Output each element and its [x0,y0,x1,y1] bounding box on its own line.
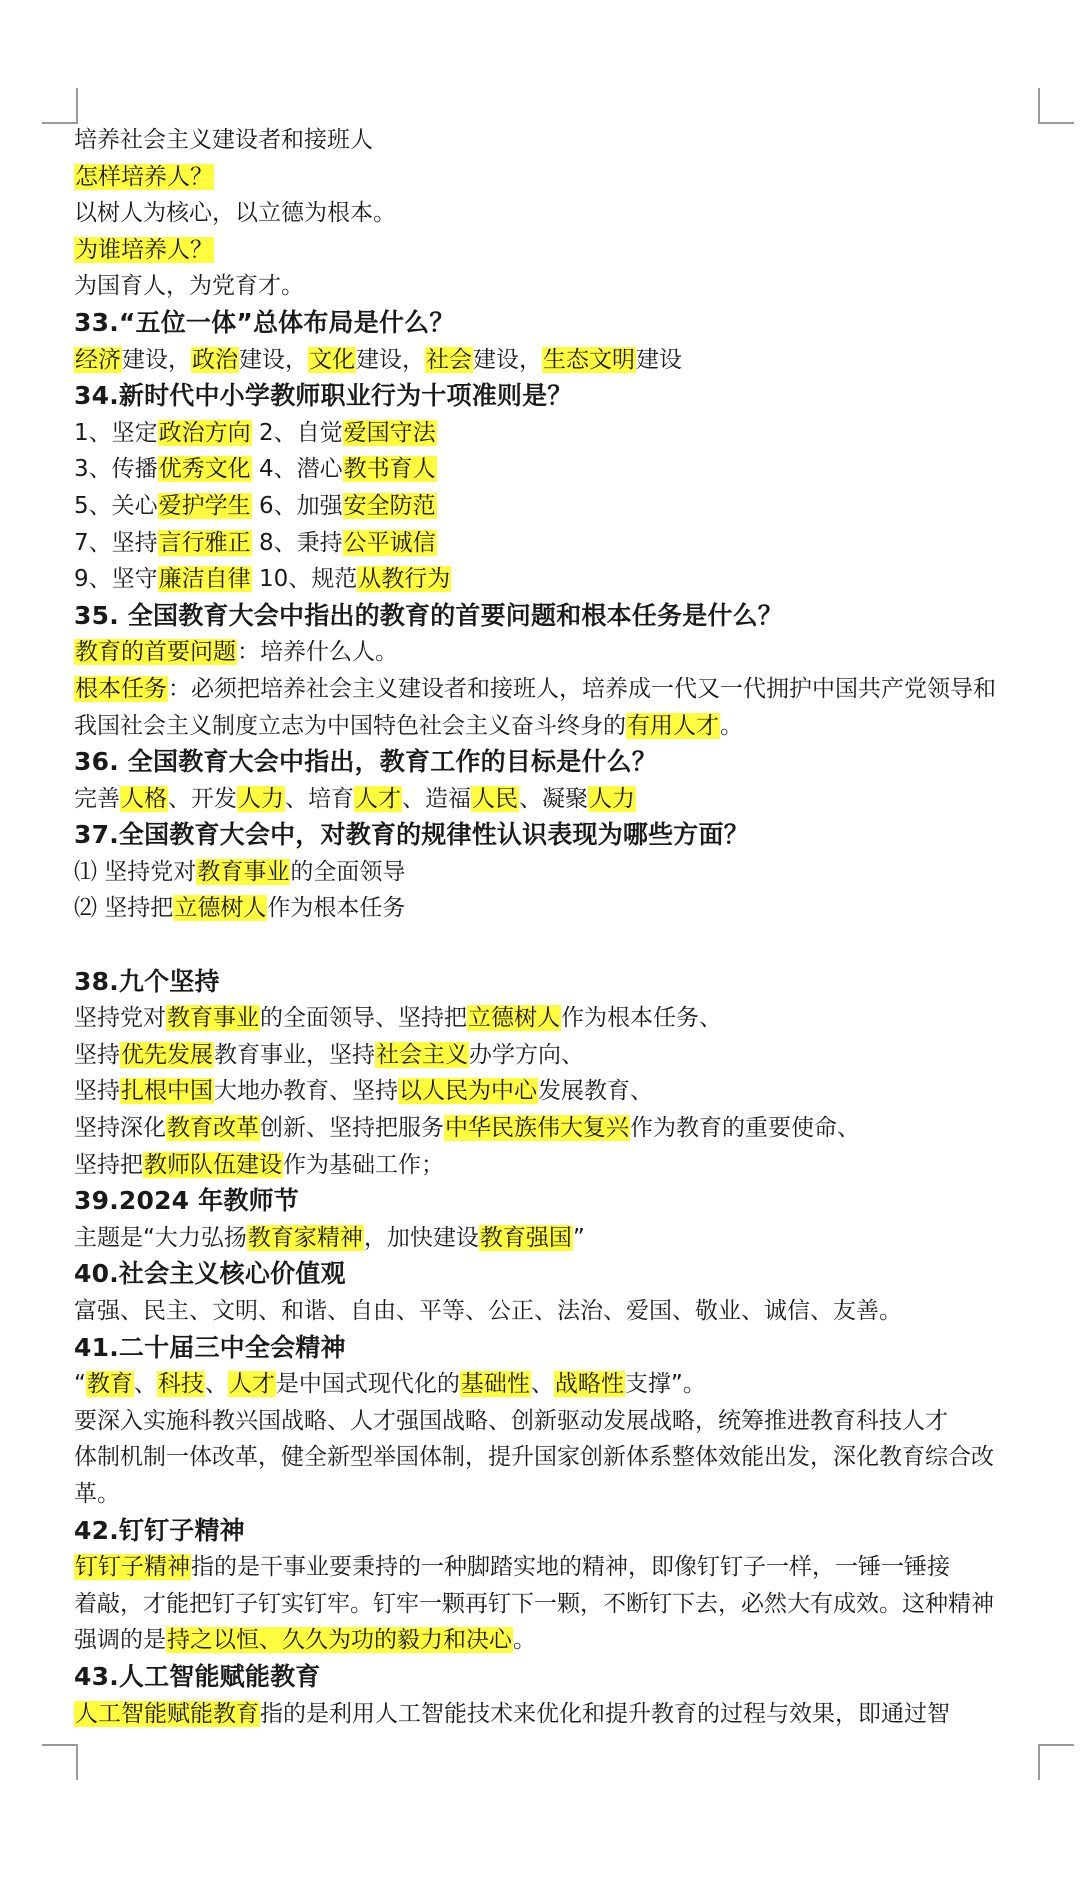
text-line [74,1293,1054,1330]
text-segment: 5、关心 [74,492,158,519]
text-segment: 支撑”。 [624,1371,706,1398]
text-segment: 坚持把 [74,1151,143,1178]
text-segment: 、开发 [168,785,237,812]
text-segment: 39.2024 年教师节 [74,1186,299,1216]
highlighted-text: 钉钉子精神 [75,1554,190,1581]
text-segment: 富强、民主、文明、和谐、自由、平等、公正、法治、爱国、敬业、诚信、友善。 [74,1298,902,1324]
text-segment: 42.钉钉子精神 [74,1515,245,1545]
text-segment: 、培育 [285,785,354,812]
text-line [74,1000,1054,1037]
text-segment: 指的是干事业要秉持的一种脚踏实地的精神，即像钉钉子一样，一锤一锤接 [191,1554,950,1581]
text-segment: 作为基础工作； [283,1151,444,1178]
text-line [74,634,1054,671]
section-heading [74,1659,1054,1696]
highlighted-text: 教师队伍建设 [144,1151,282,1178]
highlighted-text: 人才 [228,1371,275,1398]
text-segment: 要深入实施科教兴国战略、人才强国战略、创新驱动发展战略，统筹推进教育科技人才 [74,1407,948,1434]
highlighted-text: 人工智能赋能教育 [75,1700,259,1727]
highlighted-text: 立德树人 [468,1005,560,1032]
blank-line [74,927,1054,964]
section-heading [74,598,1054,635]
text-line [74,195,1054,232]
text-segment: 建设， [122,346,191,373]
text-segment: 是中国式现代化的 [275,1371,460,1398]
highlighted-text: 教育事业 [197,858,290,885]
text-segment: 革。 [74,1480,120,1507]
text-segment: 、 [530,1371,554,1398]
highlighted-text: 教育家精神 [247,1224,363,1251]
text-segment: ：必须把培养社会主义建设者和接班人，培养成一代又一代拥护中国共产党领导和 [168,675,996,702]
text-segment: 以树人为核心，以立德为根本。 [74,200,396,227]
text-segment: 7、坚持 [74,529,158,556]
text-line [74,1696,1054,1733]
text-line [74,854,1054,891]
text-line [74,415,1054,452]
crop-mark-bottom-right [1038,1744,1074,1780]
highlighted-text: 教育改革 [167,1115,259,1142]
text-segment: 作为根本任务 [267,895,406,922]
text-segment: 为国育人，为党育才。 [74,273,304,300]
text-segment: 坚持 [74,1041,120,1068]
highlighted-text: 廉洁自律 [158,566,251,593]
text-segment: 的全面领导、坚持把 [260,1005,467,1032]
section-heading [74,817,1054,854]
text-segment: 、 [133,1371,157,1398]
text-segment: 。 [720,712,743,739]
text-line [74,1549,1054,1586]
highlighted-text: 科技 [157,1371,204,1398]
text-segment: ，加快建设 [363,1224,479,1251]
text-segment: 建设， [473,346,542,373]
crop-mark-top-left [42,88,78,124]
text-segment: 着敲，才能把钉子钉实钉牢。钉牢一颗再钉下一颗，不断钉下去，必然大有成效。这种精神 [74,1590,994,1617]
text-segment: 指的是利用人工智能技术来优化和提升教育的过程与效果，即通过智 [260,1700,950,1727]
text-segment: 38.九个坚持 [74,966,220,996]
text-segment: 、 [204,1371,228,1398]
document-body [74,122,1054,1732]
section-heading [74,964,1054,1001]
text-line [74,268,1054,305]
highlighted-text: 政治 [192,346,238,373]
text-line [74,1110,1054,1147]
highlighted-text: 教育事业 [167,1005,259,1032]
text-segment: 4、潜心 [251,456,343,483]
text-segment: 。 [513,1627,536,1654]
highlighted-text: 社会 [426,346,472,373]
text-segment: 34.新时代中小学教师职业行为十项准则是？ [74,381,573,411]
text-line [74,232,1054,269]
highlighted-text: 安全防范 [343,492,436,519]
text-segment: 强调的是 [74,1627,166,1654]
text-segment: “ [74,1371,86,1398]
text-segment: 完善 [74,785,120,812]
highlighted-text: 教育 [86,1371,133,1398]
highlighted-text: 人格 [121,785,167,812]
text-segment: 坚持 [74,1078,120,1105]
text-segment: 建设， [356,346,425,373]
text-segment: 2、自觉 [251,419,343,446]
highlighted-text: 社会主义 [376,1041,468,1068]
highlighted-text: 言行雅正 [158,529,251,556]
text-line [74,1439,1054,1476]
text-segment: 发展教育、 [538,1078,653,1105]
text-line [74,1476,1054,1513]
text-line [74,122,1054,159]
text-segment: 36. 全国教育大会中指出，教育工作的目标是什么？ [74,747,657,777]
text-segment: 我国社会主义制度立志为中国特色社会主义奋斗终身的 [74,712,626,739]
text-segment: 35. 全国教育大会中指出的教育的首要问题和根本任务是什么？ [74,600,783,630]
section-heading [74,1256,1054,1293]
section-heading [74,1513,1054,1550]
text-segment: 、造福 [402,785,471,812]
text-segment: 的全面领导 [290,858,406,885]
text-line [74,671,1054,708]
highlighted-text: 为谁培养人？ [75,236,213,263]
text-line [74,1073,1054,1110]
text-line [74,525,1054,562]
highlighted-text: 优先发展 [121,1041,213,1068]
text-segment: 建设 [636,346,682,373]
text-line [74,1220,1054,1257]
section-heading [74,378,1054,415]
text-segment: 9、坚守 [74,566,158,593]
highlighted-text: 根本任务 [75,675,167,702]
highlighted-text: 文化 [309,346,355,373]
highlighted-text: 人力 [238,785,284,812]
text-segment: 教育事业，坚持 [214,1041,375,1068]
text-segment: 33.“五位一体”总体布局是什么？ [74,307,455,337]
text-segment: 创新、坚持把服务 [260,1115,444,1142]
text-segment: 作为根本任务、 [561,1005,722,1032]
section-heading [74,305,1054,342]
crop-mark-bottom-left [42,1744,78,1780]
text-line [74,1586,1054,1623]
text-line [74,1037,1054,1074]
highlighted-text: 优秀文化 [158,456,251,483]
text-line [74,1366,1054,1403]
highlighted-text: 政治方向 [158,419,251,446]
highlighted-text: 人民 [472,785,518,812]
text-segment: ” [572,1224,585,1251]
highlighted-text: 教育强国 [479,1224,572,1251]
text-line [74,451,1054,488]
text-segment: 培养社会主义建设者和接班人 [74,127,373,153]
crop-mark-top-right [1038,88,1074,124]
highlighted-text: 有用人才 [627,712,719,739]
highlighted-text: 战略性 [554,1371,624,1398]
text-segment: ⑵ 坚持把 [74,895,174,922]
text-segment: 10、规范 [251,566,358,593]
section-heading [74,1183,1054,1220]
highlighted-text: 扎根中国 [121,1078,213,1105]
highlighted-text: 以人民为中心 [399,1078,537,1105]
text-segment: ⑴ 坚持党对 [74,858,197,885]
highlighted-text: 基础性 [460,1371,530,1398]
text-line [74,1622,1054,1659]
highlighted-text: 经济 [75,346,121,373]
text-segment: 40.社会主义核心价值观 [74,1259,346,1289]
text-line [74,159,1054,196]
text-segment: 大地办教育、坚持 [214,1078,398,1105]
highlighted-text: 怎样培养人？ [75,163,213,190]
text-segment: 体制机制一体改革，健全新型举国体制，提升国家创新体系整体效能出发，深化教育综合改 [74,1444,994,1471]
text-segment: 坚持党对 [74,1005,166,1032]
text-line [74,781,1054,818]
text-segment: 37.全国教育大会中，对教育的规律性认识表现为哪些方面？ [74,820,749,850]
text-segment: 6、加强 [251,492,343,519]
text-line [74,1403,1054,1440]
text-segment: 1、坚定 [74,419,158,446]
text-line [74,1147,1054,1184]
highlighted-text: 从教行为 [358,566,451,593]
text-segment: 作为教育的重要使命、 [630,1115,860,1142]
text-segment: 坚持深化 [74,1115,166,1142]
text-segment: 建设， [239,346,308,373]
highlighted-text: 公平诚信 [343,529,436,556]
text-segment: 3、传播 [74,456,158,483]
highlighted-text: 教书育人 [343,456,436,483]
section-heading [74,1330,1054,1367]
highlighted-text: 立德树人 [174,895,267,922]
text-segment: 、凝聚 [519,785,588,812]
text-line [74,488,1054,525]
highlighted-text: 生态文明 [543,346,635,373]
highlighted-text: 爱国守法 [343,419,436,446]
highlighted-text: 中华民族伟大复兴 [445,1115,629,1142]
text-line [74,890,1054,927]
highlighted-text: 持之以恒、久久为功的毅力和决心 [167,1627,512,1654]
highlighted-text: 爱护学生 [158,492,251,519]
highlighted-text: 教育的首要问题 [75,639,236,666]
text-segment: 41.二十届三中全会精神 [74,1332,346,1362]
text-segment: 8、秉持 [251,529,343,556]
highlighted-text: 人力 [589,785,635,812]
text-segment: 办学方向、 [469,1041,584,1068]
text-segment: 主题是“大力弘扬 [74,1224,247,1251]
text-segment: 43.人工智能赋能教育 [74,1661,321,1691]
text-line [74,708,1054,745]
section-heading [74,744,1054,781]
text-line [74,342,1054,379]
text-segment: ：培养什么人。 [237,639,398,666]
text-line [74,561,1054,598]
highlighted-text: 人才 [355,785,401,812]
